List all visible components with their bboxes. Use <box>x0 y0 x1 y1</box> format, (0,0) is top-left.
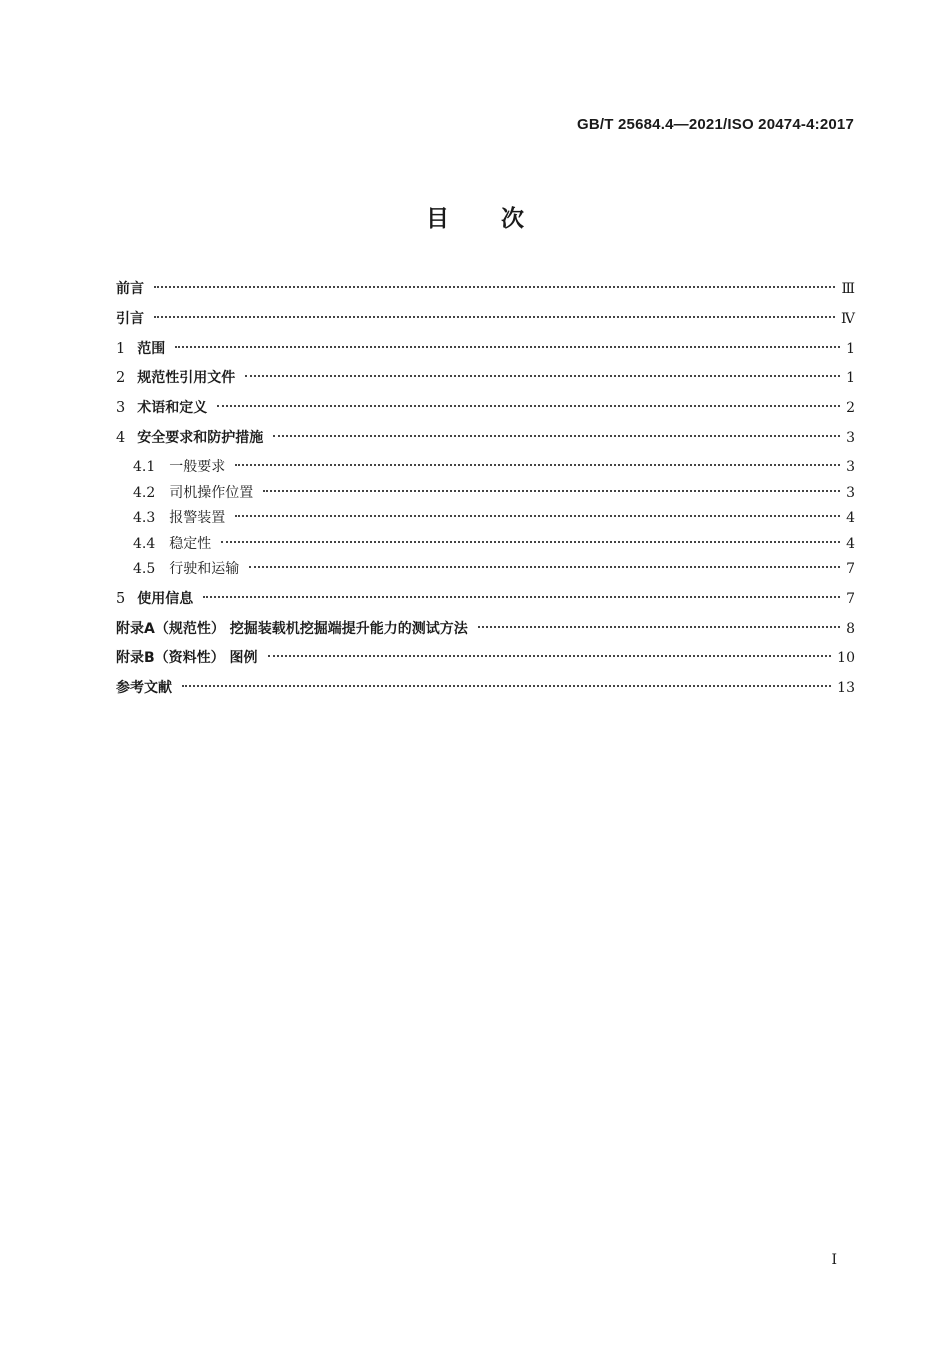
toc-section-number: 4.1 <box>133 459 156 475</box>
toc-page-number: 4 <box>846 536 855 552</box>
toc-leader <box>217 405 840 407</box>
toc-page-number: Ⅲ <box>841 281 855 297</box>
toc-label: 附录A（规范性） 挖掘装载机挖掘端提升能力的测试方法 <box>116 621 468 637</box>
toc-page-number: Ⅳ <box>841 311 855 327</box>
toc-leader <box>273 435 840 437</box>
toc-leader <box>263 490 840 492</box>
toc-leader <box>249 566 840 568</box>
toc-label: 使用信息 <box>137 591 194 607</box>
toc-page-number: 2 <box>846 400 855 416</box>
toc-label: 行驶和运输 <box>169 561 240 577</box>
toc-leader <box>221 541 840 543</box>
toc-leader <box>235 515 840 517</box>
toc-section-number: 4.4 <box>133 536 156 552</box>
toc-page-number: 4 <box>846 510 855 526</box>
toc-leader <box>175 346 840 348</box>
toc-entry-4-4[interactable] <box>133 531 855 557</box>
toc-entry-bibliography[interactable] <box>116 675 855 701</box>
toc-entry-introduction[interactable] <box>116 306 855 332</box>
toc-label: 稳定性 <box>169 536 212 552</box>
toc-entry-4-3[interactable] <box>133 505 855 531</box>
toc-page-number: 1 <box>846 370 855 386</box>
toc-label: 司机操作位置 <box>169 485 254 501</box>
toc-section-number: 1 <box>116 341 126 357</box>
toc-entry-4-2[interactable] <box>133 480 855 506</box>
toc-page-number: 3 <box>846 430 855 446</box>
toc-page-number: 8 <box>846 621 855 637</box>
toc-leader <box>245 375 840 377</box>
toc-page-number: 3 <box>846 485 855 501</box>
toc-leader <box>478 626 840 628</box>
toc-entry-3[interactable] <box>116 395 855 421</box>
toc-leader <box>182 685 831 687</box>
toc-section-number: 4 <box>116 430 126 446</box>
toc-section-number: 4.2 <box>133 485 156 501</box>
toc-leader <box>154 316 835 318</box>
toc-label: 范围 <box>137 341 166 357</box>
toc-label: 参考文献 <box>116 680 172 696</box>
toc-section-number: 3 <box>116 400 126 416</box>
toc-label: 报警装置 <box>169 510 226 526</box>
page-title: 目次 <box>426 206 576 232</box>
toc-entry-4[interactable] <box>116 425 855 451</box>
toc-label: 附录B（资料性） 图例 <box>116 650 258 666</box>
toc-page-number: 3 <box>846 459 855 475</box>
toc-label: 规范性引用文件 <box>137 370 236 386</box>
toc-page-number: 7 <box>846 591 855 607</box>
toc-leader <box>203 596 840 598</box>
toc-entry-annex-b[interactable] <box>116 645 855 671</box>
toc-entry-2[interactable] <box>116 365 855 391</box>
toc-label: 一般要求 <box>169 459 226 475</box>
toc-leader <box>268 655 832 657</box>
toc-label: 引言 <box>116 311 144 327</box>
toc-section-number: 4.5 <box>133 561 156 577</box>
toc-label: 前言 <box>116 281 144 297</box>
toc-page-number: 10 <box>837 650 855 666</box>
toc-entry-5[interactable] <box>116 586 855 612</box>
toc-page-number: 13 <box>837 680 855 696</box>
toc-leader <box>235 464 840 466</box>
toc-label: 安全要求和防护措施 <box>137 430 264 446</box>
toc-label: 术语和定义 <box>137 400 208 416</box>
toc-page-number: 7 <box>846 561 855 577</box>
page-number: I <box>831 1252 837 1268</box>
toc-entry-1[interactable] <box>116 336 855 362</box>
toc-entry-annex-a[interactable] <box>116 616 855 642</box>
toc-section-number: 5 <box>116 591 126 607</box>
toc-entry-4-1[interactable] <box>133 454 855 480</box>
toc-leader <box>154 286 835 288</box>
toc-page-number: 1 <box>846 341 855 357</box>
toc-entry-4-5[interactable] <box>133 556 855 582</box>
standard-number: GB/T 25684.4—2021/ISO 20474-4:2017 <box>577 116 854 133</box>
toc-section-number: 4.3 <box>133 510 156 526</box>
toc-section-number: 2 <box>116 370 126 386</box>
toc-entry-preface[interactable] <box>116 276 855 302</box>
